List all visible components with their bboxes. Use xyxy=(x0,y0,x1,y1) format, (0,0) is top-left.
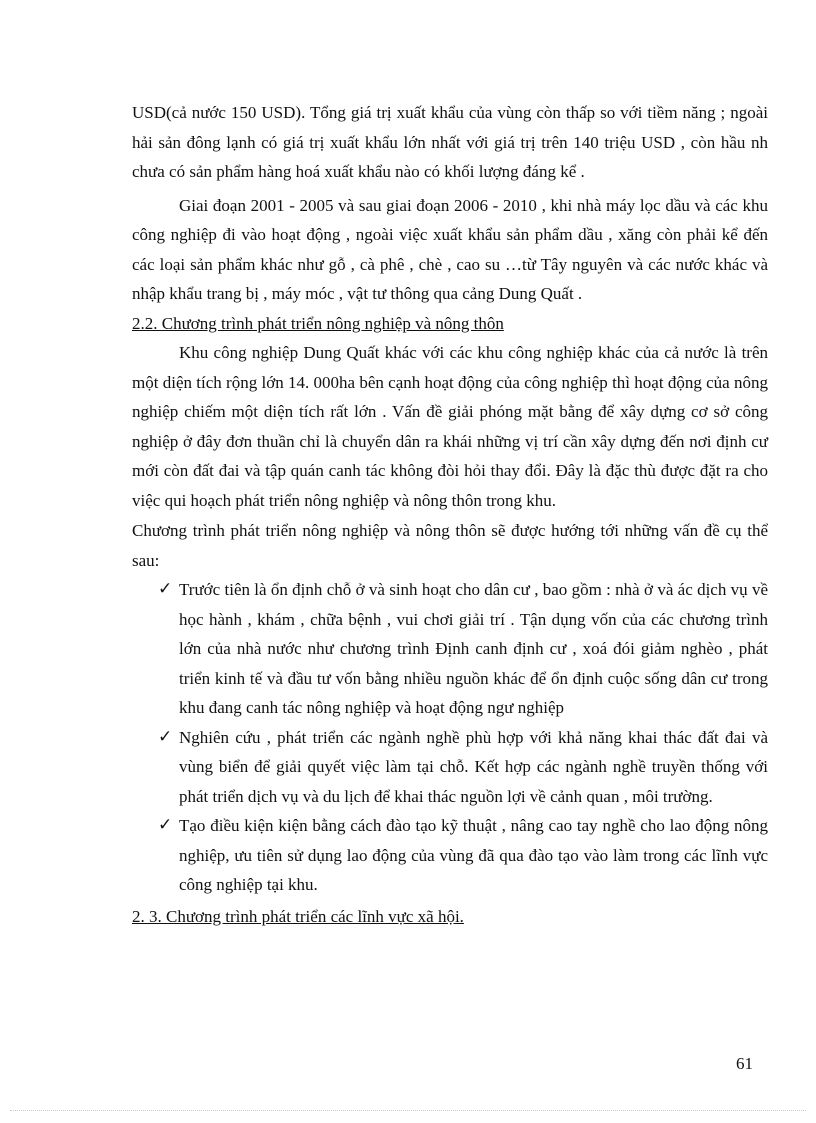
section-heading-2-3: 2. 3. Chương trình phát triển các lĩnh vực xã hội. xyxy=(132,906,464,926)
paragraph-dung-quat-agriculture: Khu công nghiệp Dung Quất khác với các khu công nghiệp khác của cả nước là trên một diện tích rộng lớn 14. 000ha bên cạnh hoạt động của công nghiệp thì hoạt động của nông nghiệp chiếm một diện tích rất lớn . Vấn đề giải phóng mặt bằng để xây dựng cơ sở công nghiệp ở đây đơn thuần chỉ là chuyển dân ra khái những vị trí cần xây dựng đến nơi định cư mới còn đất đai và tập quán canh tác không đòi hỏi thay đổi. Đây là đặc thù được đặt ra cho việc qui hoạch phát triển nông nghiệp và nông thôn trong khu. xyxy=(132,343,768,510)
checklist-item xyxy=(158,575,768,723)
check-mark-icon: ✓ xyxy=(158,726,173,747)
checklist-item-text: Trước tiên là ổn định chỗ ở và sinh hoạt cho dân cư , bao gồm : nhà ở và ác dịch vụ về học hành , khám , chữa bệnh , vui chơi giải trí . Tận dụng vốn của các chương trình lớn của nhà nước như chương trình Định canh định cư , xoá đói giảm nghèo , phát triển kinh tế và đầu tư vốn bằng nhiều nguồn khác để ổn định cuộc sống dân cư trong khu đang canh tác nông nghiệp và hoạt động ngư nghiệp xyxy=(179,580,768,717)
check-mark-icon: ✓ xyxy=(158,579,173,599)
paragraph-program-intro: Chương trình phát triển nông nghiệp và nông thôn sẽ được hướng tới những vấn đề cụ thể sau: xyxy=(132,521,768,570)
page-body xyxy=(132,98,768,931)
checklist-item-text: Nghiên cứu , phát triển các ngành nghề phù hợp với khả năng khai thác đất đai và vùng biển để giải quyết việc làm tại chỗ. Kết hợp các ngành nghề truyền thống với phát triển dịch vụ và du lịch để khai thác nguồn lợi về cảnh quan , môi trường. xyxy=(179,727,768,806)
checklist-item xyxy=(158,811,768,900)
checklist-item xyxy=(158,723,768,812)
page-number: 61 xyxy=(736,1054,753,1073)
paragraph-period-2001-2010: Giai đoạn 2001 - 2005 và sau giai đoạn 2006 - 2010 , khi nhà máy lọc dầu và các khu công nghiệp đi vào hoạt động , ngoài việc xuất khẩu sản phẩm dầu , xăng còn phải kể đến các loại sản phẩm khác như gỗ , cà phê , chè , cao su …từ Tây nguyên và các nước khác và nhập khẩu trang bị , máy móc , vật tư thông qua cảng Dung Quất . xyxy=(132,195,768,303)
checklist xyxy=(132,575,768,900)
check-mark-icon: ✓ xyxy=(158,815,173,835)
footer-divider xyxy=(10,1110,806,1111)
section-heading-2-2: 2.2. Chương trình phát triển nông nghiệp và nông thôn xyxy=(132,313,504,333)
paragraph-export-value: USD(cả nước 150 USD). Tổng giá trị xuất khẩu của vùng còn thấp so với tiềm năng ; ngoài hải sản đông lạnh có giá trị xuất khẩu lớn nhất với giá trị trên 140 triệu USD , còn hầu nh chưa có sản phẩm hàng hoá xuất khẩu nào có khối lượng đáng kể . xyxy=(132,103,768,181)
checklist-item-text: Tạo điều kiện kiện bằng cách đào tạo kỹ thuật , nâng cao tay nghề cho lao động nông nghiệp, ưu tiên sử dụng lao động của vùng đã qua đào tạo vào làm trong các lĩnh vực công nghiệp tại khu. xyxy=(179,816,768,894)
